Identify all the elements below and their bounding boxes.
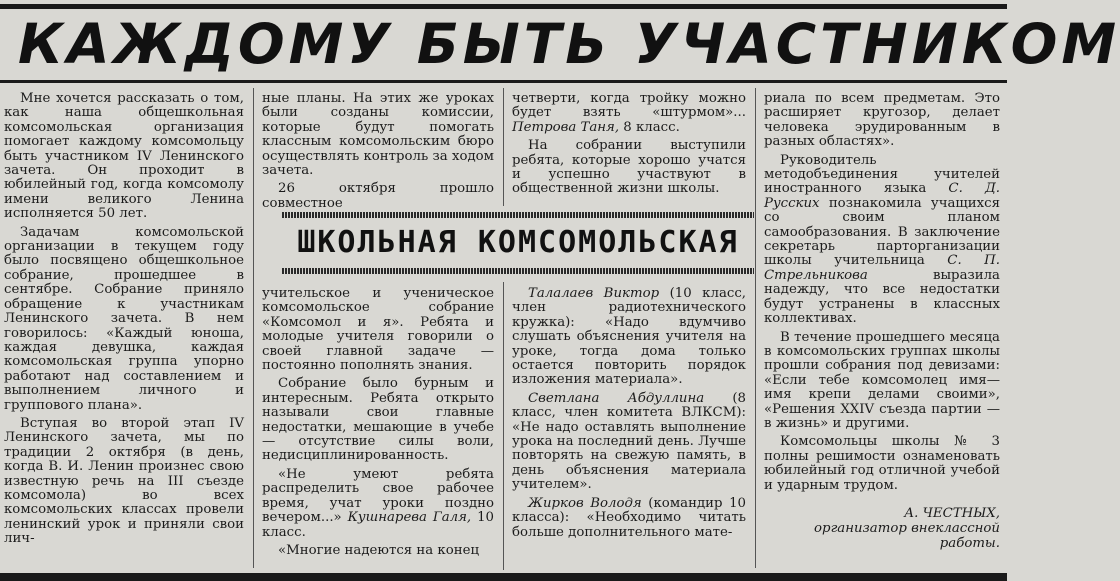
col3-bottom-paragraph-3: Жирков Володя (командир 10 класса): «Необходимо читать больше дополнительного мате- — [512, 495, 746, 540]
column-2-top — [262, 91, 494, 211]
column-divider — [755, 88, 756, 568]
signature — [764, 506, 1000, 556]
col4-paragraph-4: Комсомольцы школы № 3 полны решимости ознаменовать юбилейный год отличной учебой и ударным трудом. — [764, 434, 1000, 493]
col2-top-paragraph-1: ные планы. На этих же уроках были созданы комиссии, которые будут помогать классным комсомольским бюро осуществлять контроль за ходом зачета. — [262, 91, 494, 179]
subheadline-banner — [282, 212, 754, 274]
column-divider — [253, 88, 254, 568]
col1-paragraph-2: Задачам комсомольской организации в текущем году было посвящено общешкольное собрание, прошедшее в сентябре. Собрание приняло обращение к участникам Ленинского зачета. В нем говорилось: «Каждый юноша, каждая девушка, каждая комсомольская группа упорно работают над составлением и выполнением личного и группового плана». — [4, 224, 244, 413]
col4-paragraph-2: Руководитель методобъединения учителей иностранного языка С. Д. Русских познакомила учащихся со своим планом самообразования. В заключение секретарь парторганизации школы учительница С. П. Стрельникова выразила надежду, что все недостатки будут устранены в классных коллективах. — [764, 152, 1000, 327]
headline-rule — [0, 80, 1007, 83]
col2-bottom-paragraph-4: «Многие надеются на конец — [278, 542, 479, 558]
col2-bottom-paragraph-2: Собрание было бурным и интересным. Ребята открыто называли свои главные недостатки, мешающие в учебе — отсутствие силы воли, недисциплинированность. — [262, 376, 494, 464]
top-rule — [0, 4, 1007, 9]
banner-band-top — [282, 212, 754, 218]
col4-paragraph-3: В течение прошедшего месяца в комсомольских группах школы прошли собрания под девизами: «Если тебе комсомолец имя—имя крепи делами своими», «Решения XXIV съезда партии — в жизнь» и другими. — [764, 329, 1000, 431]
column-4 — [764, 92, 1000, 502]
col2-bottom-paragraph-3: «Не умеют ребята распределить свое рабочее время, учат уроки поздно вечером...» Кушнарева Галя, 10 класс. — [262, 466, 494, 540]
col3-bottom-paragraph-2: Светлана Абдуллина (8 класс, член комитета ВЛКСМ): «Не надо оставлять выполнение урока на последний день. Лучше повторять на свежую память, в день объяснения материала учителем». — [512, 390, 747, 493]
col1-paragraph-3: Вступая во второй этап IV Ленинского зачета, мы по традиции 2 октября (в день, когда В. И. Ленин произнес свою известную речь на III съезде комсомола) во всех комсомольских классах провели ленинский урок и приняли свои лич- — [4, 415, 244, 547]
bottom-rule — [0, 573, 1007, 581]
col3-top-paragraph-1: четверти, когда тройку можно будет взять «штурмом»... Петрова Таня, 8 класс. — [512, 91, 746, 135]
col4-paragraph-1: риала по всем предметам. Это расширяет кругозор, делает человека эрудированным в разных областях». — [764, 91, 1000, 150]
column-3-bottom — [512, 287, 746, 570]
col3-top-paragraph-2: На собрании выступили ребята, которые хорошо учатся и успешно участвуют в общественной жизни школы. — [512, 138, 746, 197]
column-2-bottom — [262, 287, 494, 570]
column-divider — [503, 282, 504, 570]
col3-bottom-paragraph-1: Талалаев Виктор (10 класс, член радиотехнического кружка): «Надо вдумчиво слушать объяснения учителя на уроке, тогда дома только остается повторить порядок изложения материала». — [512, 286, 746, 388]
signature-role: организатор внеклассной работы. — [814, 521, 1000, 551]
headline: КАЖДОМУ БЫТЬ УЧАСТНИКОМ — [18, 12, 1120, 76]
column-divider — [503, 88, 504, 206]
signature-name: А. ЧЕСТНЫХ, — [904, 506, 1000, 521]
col1-paragraph-1: Мне хочется рассказать о том, как наша общешкольная комсомольская организация помогает каждому комсомольцу быть участником IV Ленинского зачета. Он проходит в юбилейный год, когда комсомолу имени великого Ленина исполняется 50 лет. — [4, 91, 244, 222]
subheadline: ШКОЛЬНАЯ КОМСОМОЛЬСКАЯ — [297, 225, 739, 260]
col2-bottom-paragraph-1: учительское и ученическое комсомольское собрание «Комсомол и я». Ребята и молодые учителя говорили о своей главной задаче — постоянно пополнять знания. — [262, 286, 494, 374]
column-3-top — [512, 92, 746, 204]
banner-band-bottom — [282, 268, 754, 274]
column-1 — [4, 92, 244, 570]
col2-top-paragraph-2: 26 октября прошло совместное — [262, 181, 494, 211]
